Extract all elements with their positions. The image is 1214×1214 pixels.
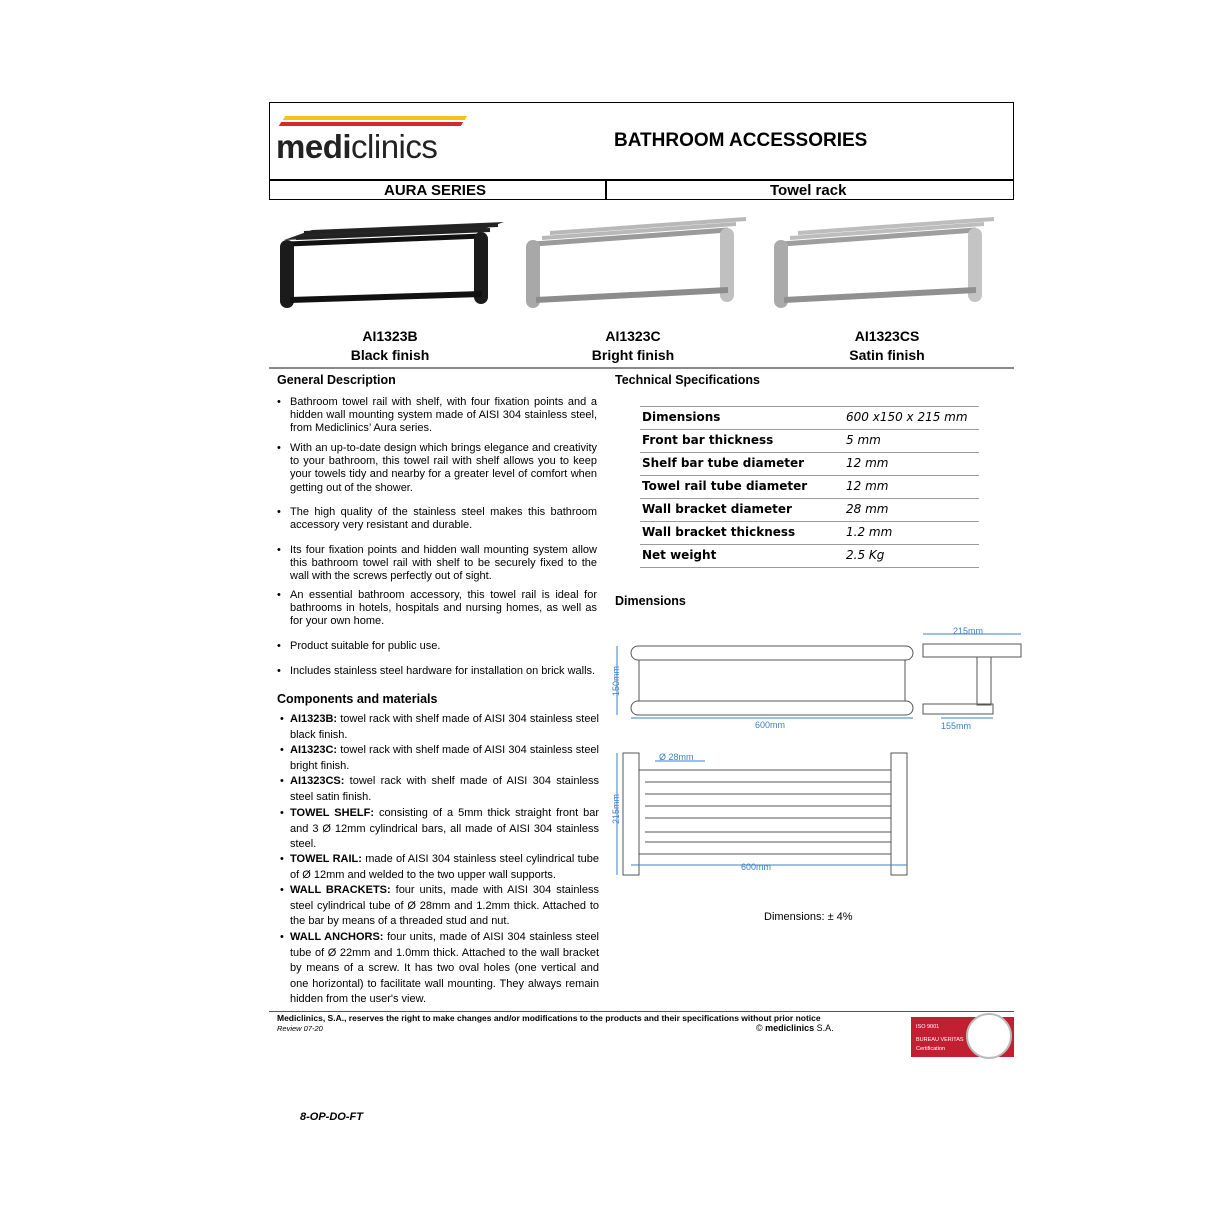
product-finish: Bright finish [591, 347, 675, 363]
dim-front-width: 600mm [755, 720, 786, 730]
towel-rack-satin-icon [774, 219, 994, 308]
product-image-satin [770, 210, 1004, 320]
product-code: AI1323B [362, 328, 418, 344]
general-bullet: • With an up-to-date design which brings elegance and creativity to your bathroom, this towel rail with shelf allows you to keep your towels tidy and nearby for a greater level of comfort when getting out of the shower. [277, 442, 597, 494]
brand-name: mediclinics [276, 128, 438, 165]
series-label: AURA SERIES [384, 182, 486, 199]
towel-rack-black-icon [280, 222, 504, 308]
component-item: • AI1323C: towel rack with shelf made of AISI 304 stainless steel bright finish. [280, 744, 599, 772]
header-vertical-divider [605, 179, 607, 200]
section-separator [269, 367, 1014, 369]
general-description-heading: General Description [277, 373, 396, 387]
dim-side-bottom: 155mm [941, 721, 972, 731]
spec-row: Front bar thickness 5 mm [640, 429, 979, 452]
general-bullet: • Product suitable for public use. [277, 640, 441, 652]
logo-stripe-red [279, 122, 463, 126]
product-image-black [276, 210, 510, 320]
dim-side-depth: 215mm [953, 626, 984, 636]
document-code: 8-OP-DO-FT [300, 1111, 363, 1123]
spec-row: Towel rail tube diameter 12 mm [640, 475, 979, 498]
product-image-bright [522, 210, 756, 320]
product-finish: Satin finish [849, 347, 925, 363]
dimension-drawings [605, 620, 1025, 885]
product-code: AI1323C [605, 328, 661, 344]
component-item: • WALL ANCHORS: four units, made of AISI 304 stainless steel tube of Ø 22mm and 1.0mm thick. Attached to the wall bracket by means of a screw. It has two oval holes (one vertical and one horizontal) to facilitate wall mounting. They always remain hidden from the user's view. [280, 931, 600, 1006]
cert-iso: ISO 9001 [916, 1024, 940, 1030]
component-item: • TOWEL SHELF: consisting of a 5mm thick straight front bar and 3 Ø 12mm cylindrical bars, all made of AISI 304 stainless steel. [280, 807, 600, 851]
product-caption-satin [787, 327, 987, 365]
general-bullet: • The high quality of the stainless steel makes this bathroom accessory very resistant and durable. [277, 506, 597, 532]
bureau-veritas-seal-icon [966, 1013, 1012, 1059]
dimensions-heading: Dimensions [615, 594, 686, 608]
component-item: • WALL BRACKETS: four units, made with AISI 304 stainless steel cylindrical tube of Ø 28mm and 1.2mm thick. Attached to the bar by means of a threaded stud and nut. [280, 884, 599, 928]
general-bullet: • Includes stainless steel hardware for installation on brick walls. [277, 665, 596, 677]
general-bullet: • An essential bathroom accessory, this towel rail is ideal for bathrooms in hotels, hospitals and nursing homes, as well as for your own home. [277, 589, 597, 628]
product-label: Towel rack [770, 182, 847, 199]
towel-rack-bright-icon [526, 219, 746, 308]
footer-divider [269, 1011, 1014, 1012]
component-item: • AI1323CS: towel rack with shelf made of AISI 304 stainless steel satin finish. [280, 775, 599, 803]
dim-front-height: 150mm [611, 665, 621, 696]
tech-specs-heading: Technical Specifications [615, 373, 760, 387]
disclaimer: Mediclinics, S.A., reserves the right to make changes and/or modifications to the products and their specifications without prior notice [277, 1013, 821, 1023]
spec-row: Wall bracket diameter 28 mm [640, 498, 979, 521]
general-bullet: • Bathroom towel rail with shelf, with four fixation points and a hidden wall mounting system made of AISI 304 stainless steel, from Mediclinics’ Aura series. [277, 396, 597, 435]
spec-table [640, 406, 979, 568]
spec-row: Dimensions 600 x150 x 215 mm [640, 406, 979, 429]
header-divider [269, 179, 1014, 181]
product-finish: Black finish [350, 347, 430, 363]
general-bullet: • Its four fixation points and hidden wall mounting system allow this bathroom towel rail with shelf to be securely fixed to the wall with the screws perfectly out of sight. [277, 544, 597, 583]
product-caption-black [290, 327, 490, 365]
spec-row: Shelf bar tube diameter 12 mm [640, 452, 979, 475]
cert-org: BUREAU VERITAS [916, 1037, 964, 1043]
logo-stripe-yellow [283, 116, 467, 120]
component-item: • TOWEL RAIL: made of AISI 304 stainless steel cylindrical tube of Ø 12mm and welded to the two upper wall supports. [280, 853, 600, 881]
page-title: BATHROOM ACCESSORIES [614, 130, 868, 151]
components-heading: Components and materials [277, 692, 438, 706]
copyright: © mediclinics S.A. [756, 1023, 834, 1033]
review-date: Review 07-20 [277, 1024, 323, 1033]
dim-top-width: 600mm [741, 862, 772, 872]
spec-row: Net weight 2.5 Kg [640, 544, 979, 568]
component-item: • AI1323B: towel rack with shelf made of AISI 304 stainless steel black finish. [280, 713, 599, 741]
product-caption-bright [533, 327, 733, 365]
dimensions-tolerance: Dimensions: ± 4% [764, 911, 853, 923]
dim-top-depth: 215mm [611, 793, 621, 824]
spec-row: Wall bracket thickness 1.2 mm [640, 521, 979, 544]
product-code: AI1323CS [854, 328, 920, 344]
cert-type: Certification [916, 1046, 946, 1052]
dim-top-diameter: Ø 28mm [659, 752, 694, 762]
